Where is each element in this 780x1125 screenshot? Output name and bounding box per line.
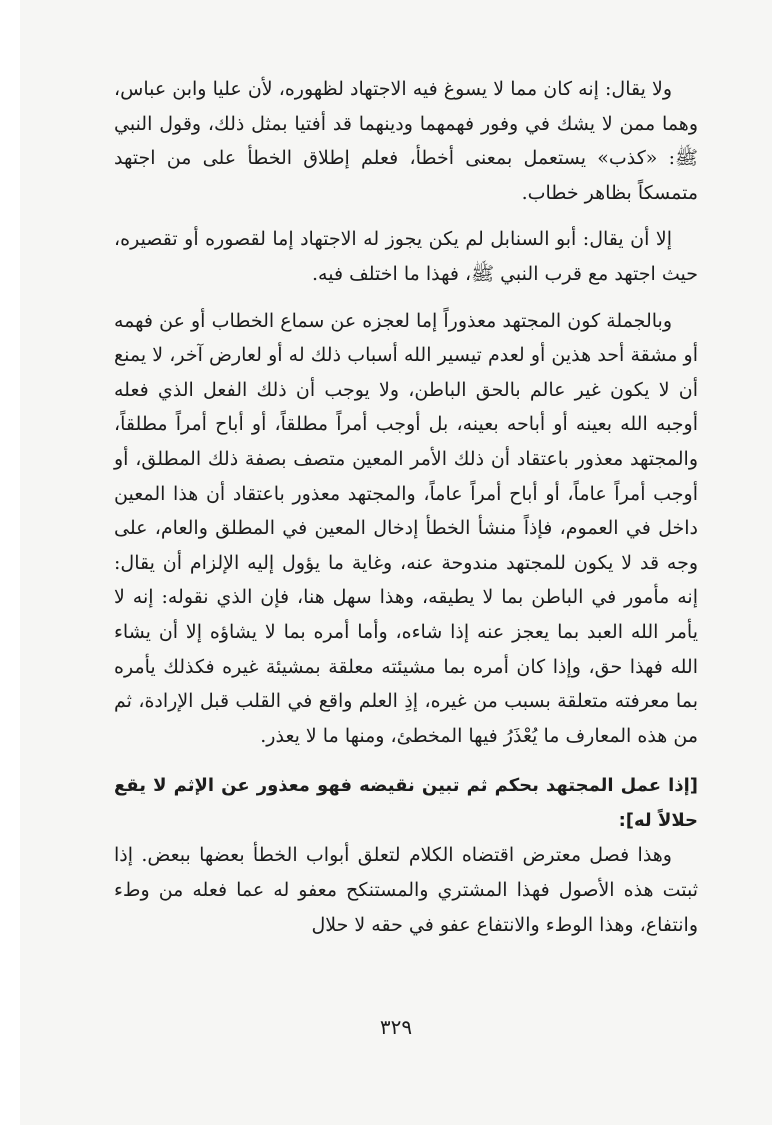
paragraph-3: وبالجملة كون المجتهد معذوراً إما لعجزه عن سماع الخطاب أو عن فهمه أو مشقة أحد هذين أو لعدم تيسير الله أسباب ذلك له أو لعارض آخر، لا يمنع أن لا يكون غير عالم بالحق الباطن، ولا يوجب أن ذلك الفعل الذي فعله أوجبه الله بعينه أو أباحه بعينه، بل أوجب أمراً مطلقاً، أو أباح أمراً مطلقاً، والمجتهد معذور باعتقاد أن ذلك الأمر المعين متصف بصفة ذلك المطلق، أو أوجب أمراً عاماً، أو أباح أمراً عاماً، والمجتهد معذور باعتقاد أن هذا المعين داخل في العموم، فإذاً منشأ الخطأ إدخال المعين في المطلق والعام، على وجه قد لا يكون للمجتهد مندوحة عنه، وغاية ما يؤول إليه الإلزام أن يقال: إنه مأمور في الباطن بما لا يطيقه، وهذا سهل هنا، فإن الذي نقوله: إنه لا يأمر الله العبد بما يعجز عنه إذا شاءه، وأما أمره بما لا يشاؤه إلا أن يشاء الله فهذا حق، وإذا كان أمره بما مشيئته معلقة بمشيئة غيره فكذلك يأمره بما معرفته متعلقة بسبب من غيره، إذِ العلم واقع في القلب قبل الإرادة، ثم من هذه المعارف ما يُعْذَرُ فيها المخطئ، ومنها ما لا يعذر. — [114, 309, 698, 747]
paragraph-2: إلا أن يقال: أبو السنابل لم يكن يجوز له الاجتهاد إما لقصوره أو تقصيره، حيث اجتهد مع قرب النبي ﷺ، فهذا ما اختلف فيه. — [114, 228, 698, 285]
book-page — [20, 0, 772, 1125]
page-body — [114, 72, 698, 942]
page-number: ٣٢٩ — [379, 1015, 413, 1039]
section-heading: [إذا عمل المجتهد بحكم ثم تبين نقيضه فهو معذور عن الإثم لا يقع حلالاً له]: — [114, 775, 698, 831]
paragraph-1: ولا يقال: إنه كان مما لا يسوغ فيه الاجتهاد لظهوره، لأن عليا وابن عباس، وهما ممن لا يشك في وفور فهمهما ودينهما قد أفتيا بمثل ذلك، وقول النبي ﷺ: «كذب» يستعمل بمعنى أخطأ، فعلم إطلاق الخطأ على من اجتهد متمسكاً بظاهر خطاب. — [114, 78, 698, 204]
paragraph-4: وهذا فصل معترض اقتضاه الكلام لتعلق أبواب الخطأ بعضها ببعض. إذا ثبتت هذه الأصول فهذا المشتري والمستنكح معفو له عما فعله من وطء وانتفاع، وهذا الوطء والانتفاع عفو في حقه لا حلال — [114, 844, 698, 936]
